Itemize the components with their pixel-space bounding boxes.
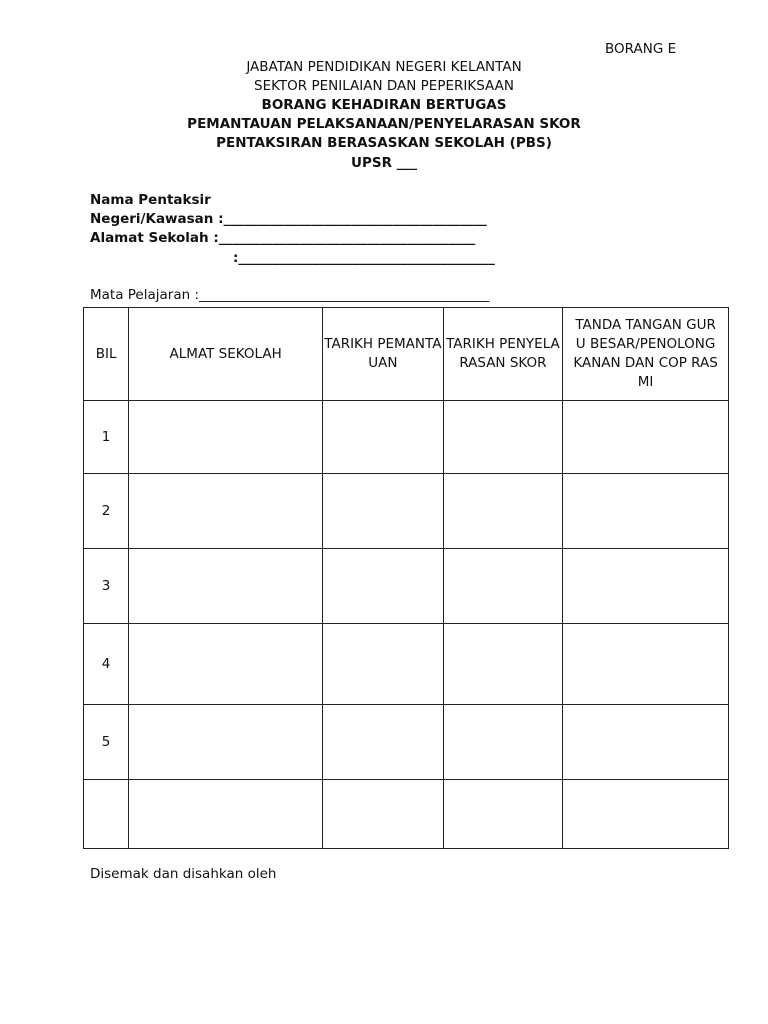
cell-tarikh-penyelarasan[interactable]: [443, 624, 563, 705]
table-row: [84, 780, 729, 849]
table-row: [84, 549, 729, 624]
field-alamat-sekolah-cont[interactable]: :______________________________________: [233, 250, 495, 266]
table-row: [84, 705, 729, 780]
row-number: [84, 780, 129, 849]
cell-alamat[interactable]: [129, 401, 323, 474]
heading-sector: SEKTOR PENILAIAN DAN PEPERIKSAAN: [254, 78, 514, 94]
row-number: 2: [84, 474, 129, 549]
cell-tanda-tangan[interactable]: [563, 780, 729, 849]
heading-form-title: BORANG KEHADIRAN BERTUGAS: [261, 97, 507, 113]
cell-alamat[interactable]: [129, 549, 323, 624]
cell-tarikh-pemantauan[interactable]: [323, 624, 444, 705]
field-alamat-sekolah[interactable]: Alamat Sekolah :______________________________________: [90, 230, 476, 246]
cell-tanda-tangan[interactable]: [563, 401, 729, 474]
heading-pbs: PENTAKSIRAN BERASASKAN SEKOLAH (PBS): [216, 135, 552, 151]
header-tanda-tangan: TANDA TANGAN GURU BESAR/PENOLONG KANAN DAN COP RASMI: [563, 308, 729, 401]
cell-tarikh-penyelarasan[interactable]: [443, 401, 563, 474]
cell-tarikh-penyelarasan[interactable]: [443, 780, 563, 849]
heading-department: JABATAN PENDIDIKAN NEGERI KELANTAN: [246, 59, 522, 75]
field-mata-pelajaran[interactable]: Mata Pelajaran :___________________________________________: [90, 287, 490, 303]
table-row: [84, 474, 729, 549]
header-bil: BIL: [84, 308, 129, 401]
cell-tarikh-penyelarasan[interactable]: [443, 549, 563, 624]
cell-tanda-tangan[interactable]: [563, 474, 729, 549]
field-negeri-kawasan[interactable]: Negeri/Kawasan :_______________________________________: [90, 211, 487, 227]
table-row: [84, 624, 729, 705]
heading-monitoring: PEMANTAUAN PELAKSANAAN/PENYELARASAN SKOR: [187, 116, 581, 132]
cell-alamat[interactable]: [129, 624, 323, 705]
cell-tanda-tangan[interactable]: [563, 549, 729, 624]
cell-tarikh-pemantauan[interactable]: [323, 474, 444, 549]
cell-alamat[interactable]: [129, 780, 323, 849]
field-nama-pentaksir: Nama Pentaksir: [90, 192, 211, 208]
attendance-table: [83, 307, 729, 849]
row-number: 4: [84, 624, 129, 705]
row-number: 3: [84, 549, 129, 624]
cell-alamat[interactable]: [129, 474, 323, 549]
heading-upsr: UPSR ___: [351, 155, 417, 171]
cell-tarikh-pemantauan[interactable]: [323, 401, 444, 474]
footer-verified-by: Disemak dan disahkan oleh: [90, 866, 277, 882]
header-tarikh-penyelarasan: TARIKH PENYELARASAN SKOR: [443, 308, 563, 401]
cell-tarikh-penyelarasan[interactable]: [443, 705, 563, 780]
table-row: [84, 401, 729, 474]
cell-tanda-tangan[interactable]: [563, 705, 729, 780]
cell-tarikh-pemantauan[interactable]: [323, 549, 444, 624]
form-code: BORANG E: [605, 41, 677, 57]
cell-tanda-tangan[interactable]: [563, 624, 729, 705]
header-alamat-sekolah: ALMAT SEKOLAH: [129, 308, 323, 401]
cell-tarikh-pemantauan[interactable]: [323, 705, 444, 780]
cell-alamat[interactable]: [129, 705, 323, 780]
header-tarikh-pemantauan: TARIKH PEMANTAUAN: [323, 308, 444, 401]
row-number: 5: [84, 705, 129, 780]
table-header-row: [84, 308, 729, 401]
row-number: 1: [84, 401, 129, 474]
cell-tarikh-pemantauan[interactable]: [323, 780, 444, 849]
cell-tarikh-penyelarasan[interactable]: [443, 474, 563, 549]
